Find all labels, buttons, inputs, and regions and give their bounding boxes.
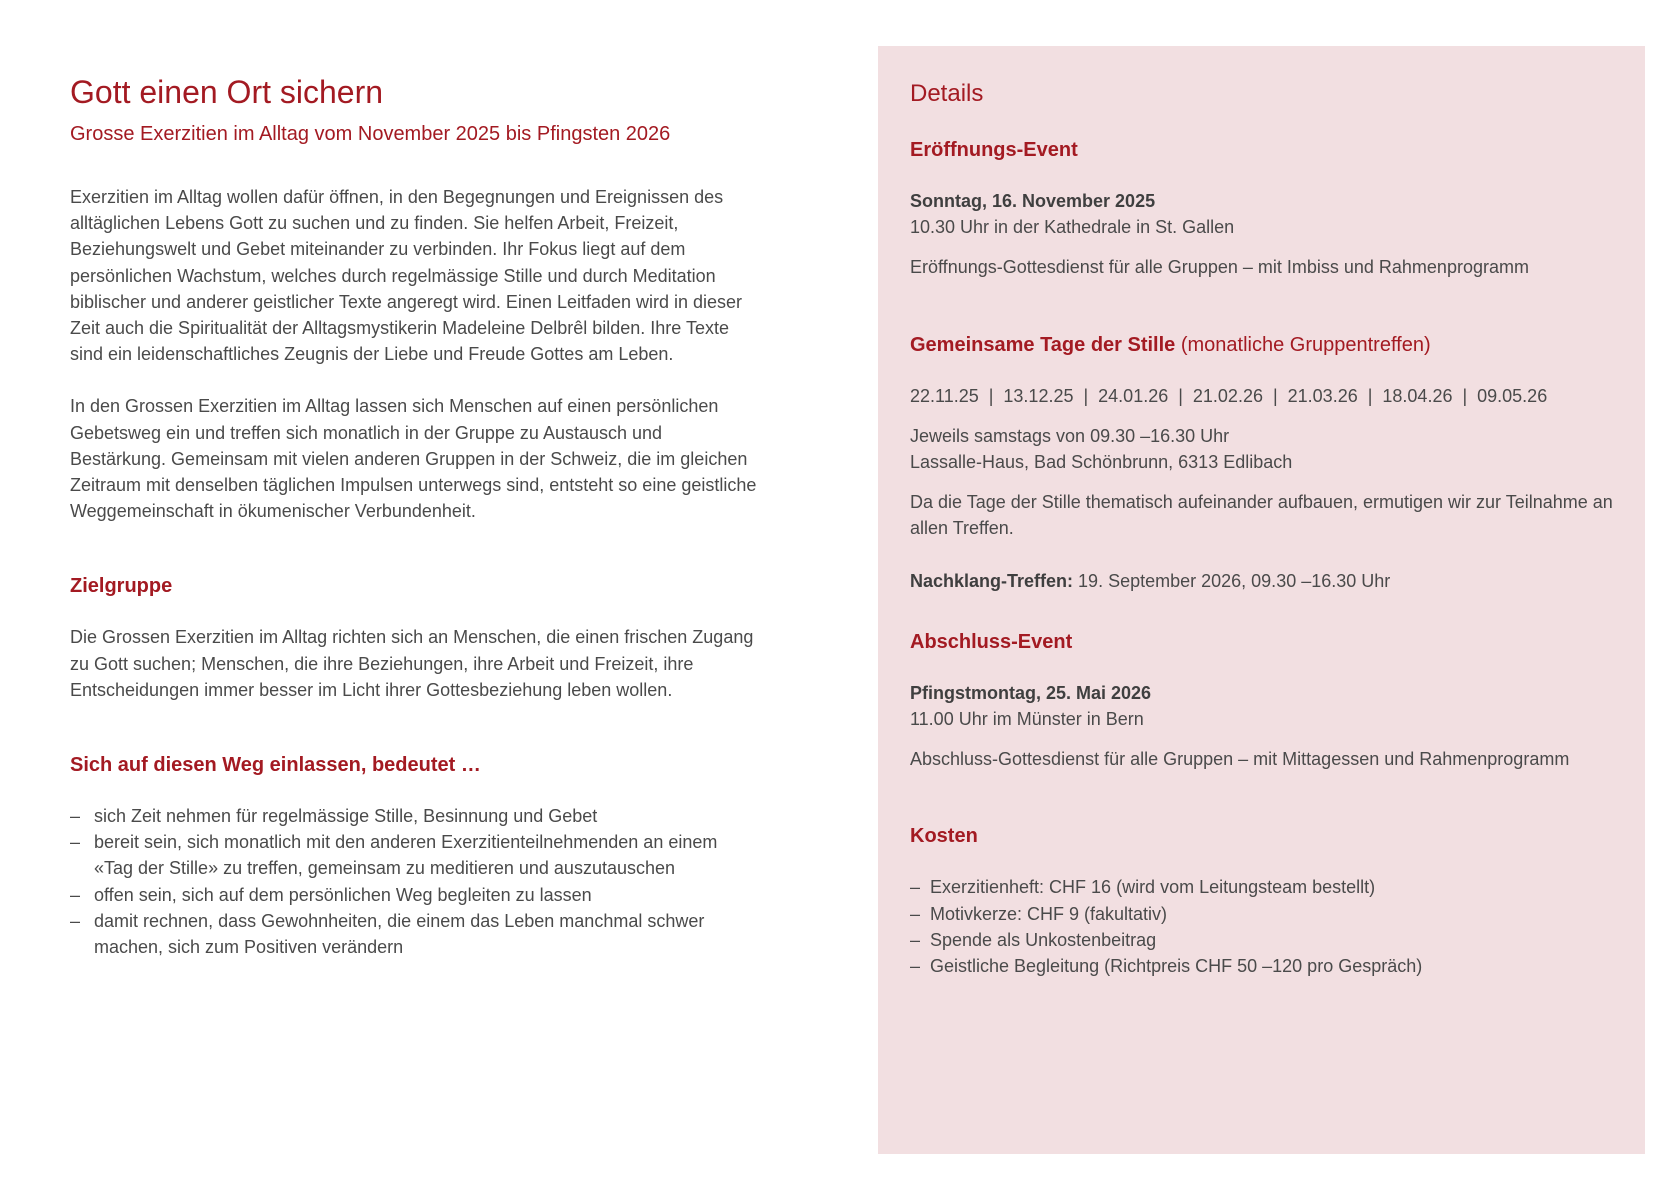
days-place: Lassalle-Haus, Bad Schönbrunn, 6313 Edlibach	[910, 452, 1293, 473]
list-item	[910, 901, 1630, 927]
closing-date-text: Pfingstmontag, 25. Mai 2026	[910, 682, 1152, 703]
list-item-text: Motivkerze: CHF 9 (fakultativ)	[930, 903, 1168, 924]
list-item	[910, 953, 1630, 979]
list-item	[70, 829, 760, 881]
list-item	[70, 882, 760, 908]
dash-mark: –	[910, 903, 921, 924]
page-subtitle: Grosse Exerzitien im Alltag vom November 2025 bis Pfingsten 2026	[70, 123, 671, 145]
zielgruppe-heading: Zielgruppe	[70, 575, 173, 598]
nachklang-value: 19. September 2026, 09.30 –16.30 Uhr	[1078, 570, 1391, 591]
opening-place: 10.30 Uhr in der Kathedrale in St. Gallen	[910, 217, 1235, 238]
dash-mark: –	[70, 806, 81, 827]
details-content	[910, 78, 1630, 979]
list-item-text: Geistliche Begleitung (Richtpreis CHF 50 –120 pro Gespräch)	[930, 956, 1423, 977]
days-note: Da die Tage der Stille thematisch aufeinander aufbauen, ermutigen wir zur Teilnahme an allen Treffen.	[910, 492, 1613, 539]
closing-place: 11.00 Uhr im Münster in Bern	[910, 709, 1144, 730]
list-item-text: Spende als Unkostenbeitrag	[930, 929, 1157, 950]
dash-mark: –	[70, 832, 81, 853]
list-item	[910, 927, 1630, 953]
closing-description: Abschluss-Gottesdienst für alle Gruppen – mit Mittagessen und Rahmenprogramm	[910, 749, 1570, 770]
details-title: Details	[910, 80, 984, 107]
list-item	[70, 908, 760, 960]
list-item-text: damit rechnen, dass Gewohnheiten, die einem das Leben manchmal schwer machen, sich zum Positiven verändern	[94, 910, 705, 958]
dash-mark: –	[910, 929, 921, 950]
list-item-text: bereit sein, sich monatlich mit den anderen Exerzitienteilnehmenden an einem «Tag der Stille» zu treffen, gemeinsam zu meditieren und auszutauschen	[94, 832, 718, 879]
dash-mark: –	[70, 910, 81, 931]
nachklang-label: Nachklang-Treffen:	[910, 570, 1074, 591]
page-title: Gott einen Ort sichern	[70, 74, 384, 110]
nachklang-line	[910, 568, 1630, 594]
list-item	[910, 874, 1630, 900]
dash-mark: –	[70, 884, 81, 905]
main-column	[70, 72, 760, 960]
details-panel	[878, 46, 1645, 1154]
days-dates: 22.11.25 | 13.12.25 | 24.01.26 | 21.02.26 | 21.03.26 | 18.04.26 | 09.05.26	[910, 385, 1548, 406]
closing-heading: Abschluss-Event	[910, 630, 1073, 653]
days-time: Jeweils samstags von 09.30 –16.30 Uhr	[910, 425, 1230, 446]
zielgruppe-text: Die Grossen Exerzitien im Alltag richten sich an Menschen, die einen frischen Zugang zu Gott suchen; Menschen, die ihre Beziehungen, ihre Arbeit und Freizeit, ihre Entscheidungen immer besser im Licht ihrer Gottesbeziehung leben wollen.	[70, 627, 754, 700]
opening-date	[910, 188, 1630, 214]
opening-heading: Eröffnungs-Event	[910, 139, 1078, 161]
opening-description: Eröffnungs-Gottesdienst für alle Gruppen – mit Imbiss und Rahmenprogramm	[910, 257, 1529, 278]
list-item-text: Exerzitienheft: CHF 16 (wird vom Leitungsteam bestellt)	[930, 877, 1376, 898]
list-item	[70, 803, 760, 829]
list-item-text: offen sein, sich auf dem persönlichen Weg begleiten zu lassen	[94, 884, 592, 905]
dash-mark: –	[910, 956, 921, 977]
days-heading-main: Gemeinsame Tage der Stille	[910, 333, 1176, 356]
days-heading-suffix: (monatliche Gruppentreffen)	[1180, 333, 1431, 356]
intro-paragraph-1: Exerzitien im Alltag wollen dafür öffnen, in den Begegnungen und Ereignissen des alltäglichen Lebens Gott zu suchen und zu finden. Sie helfen Arbeit, Freizeit, Beziehungswelt und Gebet miteinander zu verbinden. Ihr Fokus liegt auf dem persönlichen Wachstum, welches durch regelmässige Stille und durch Meditation biblischer und anderer geistlicher Texte angeregt wird. Einen Leitfaden wird in dieser Zeit auch die Spiritualität der Alltagsmystikerin Madeleine Delbrêl bilden. Ihre Texte sind ein leidenschaftliches Zeugnis der Liebe und Freude Gottes am Leben.	[70, 187, 743, 365]
costs-list	[910, 874, 1630, 979]
dash-mark: –	[910, 877, 921, 898]
days-heading	[910, 331, 1630, 359]
opening-date-text: Sonntag, 16. November 2025	[910, 191, 1156, 211]
weg-list	[70, 803, 760, 960]
closing-date	[910, 680, 1630, 706]
weg-heading: Sich auf diesen Weg einlassen, bedeutet …	[70, 754, 481, 777]
list-item-text: sich Zeit nehmen für regelmässige Stille, Besinnung und Gebet	[94, 806, 598, 827]
costs-heading: Kosten	[910, 825, 978, 848]
intro-paragraph-2: In den Grossen Exerzitien im Alltag lassen sich Menschen auf einen persönlichen Gebetsweg ein und treffen sich monatlich in der Gruppe zu Austausch und Bestärkung. Gemeinsam mit vielen anderen Gruppen in der Schweiz, die im gleichen Zeitraum mit denselben täglichen Impulsen unterwegs sind, entsteht so eine geistliche Weggemeinschaft in ökumenischer Verbundenheit.	[70, 396, 757, 522]
